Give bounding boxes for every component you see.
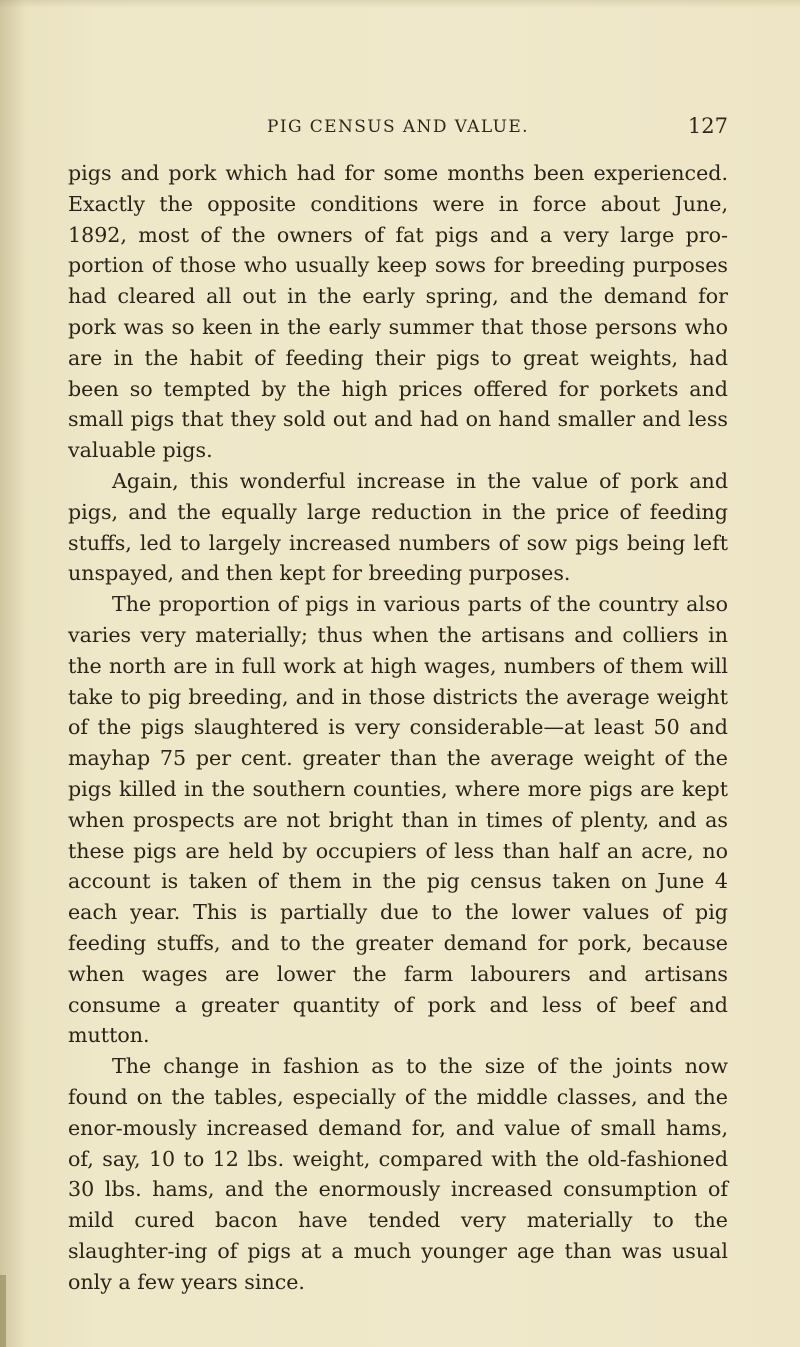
running-head: PIG CENSUS AND VALUE. <box>267 117 529 137</box>
page-top-edge <box>0 0 800 8</box>
body-text <box>68 158 728 1297</box>
page-edge-mark <box>0 1275 6 1347</box>
page-fold-shadow <box>0 0 26 1347</box>
paragraph-4: The change in fashion as to the size of the joints now found on the tables, especially of the middle classes, and the enor-mously increased demand for, and value of small hams, of, say, 10 to 12 lbs. weight, compared with the old-fashioned 30 lbs. hams, and the enormously increased consumption of mild cured bacon have tended very materially to the slaughter-ing of pigs at a much younger age than was usual only a few years since. <box>68 1054 728 1294</box>
page-header <box>68 114 728 143</box>
paragraph-3: The proportion of pigs in various parts of the country also varies very materially; thus when the artisans and colliers in the north are in full work at high wages, numbers of them will take to pig breeding, and in those districts the average weight of the pigs slaughtered is very considerable—at least 50 and mayhap 75 per cent. greater than the average weight of the pigs killed in the southern counties, where more pigs are kept when prospects are not bright than in times of plenty, and as these pigs are held by occupiers of less than half an acre, no account is taken of them in the pig census taken on June 4 each year. This is partially due to the lower values of pig feeding stuffs, and to the greater demand for pork, because when wages are lower the farm labourers and artisans consume a greater quantity of pork and less of beef and mutton. <box>68 592 728 1048</box>
paragraph-2: Again, this wonderful increase in the value of pork and pigs, and the equally large reduction in the price of feeding stuffs, led to largely increased numbers of sow pigs being left unspayed, and then kept for breeding purposes. <box>68 468 728 586</box>
paragraph-1: pigs and pork which had for some months been experienced. Exactly the opposite conditions were in force about June, 1892, most of the owners of fat pigs and a very large pro-portion of those who usually keep sows for breeding purposes had cleared all out in the early spring, and the demand for pork was so keen in the early summer that those persons who are in the habit of feeding their pigs to great weights, had been so tempted by the high prices offered for porkets and small pigs that they sold out and had on hand smaller and less valuable pigs. <box>68 161 728 463</box>
page-number: 127 <box>687 114 728 138</box>
